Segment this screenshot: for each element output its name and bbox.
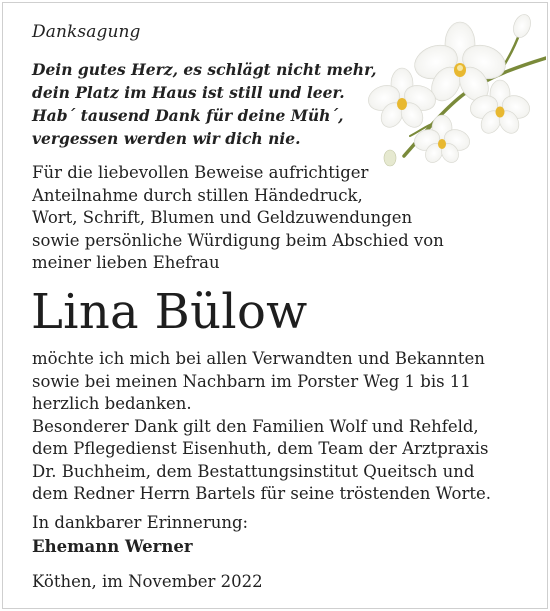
thanks-line: Besonderer Dank gilt den Familien Wolf und Rehfeld, [32, 416, 479, 436]
poem-line: vergessen werden wir dich nie. [32, 129, 301, 148]
poem-line: dein Platz im Haus ist still und leer. [32, 83, 345, 102]
intro-line: sowie persönliche Würdigung beim Abschied von [32, 230, 444, 250]
intro-line: meiner lieben Ehefrau [32, 253, 220, 272]
thanks-line: dem Redner Herrn Bartels für seine tröstenden Worte. [32, 484, 491, 503]
deceased-name: Lina Bülow [31, 284, 308, 340]
thanks-paragraph [32, 348, 532, 506]
notice-heading: Danksagung [32, 22, 141, 42]
thanks-line: Dr. Buchheim, dem Bestattungsinstitut Queitsch und [32, 461, 475, 481]
orchid-flower-icon [360, 6, 546, 170]
intro-line: Wort, Schrift, Blumen und Geldzuwendungen [32, 208, 413, 227]
poem-line: Hab´ tausend Dank für deine Müh´, [32, 106, 344, 125]
thanks-line: möchte ich mich bei allen Verwandten und Bekannten [32, 349, 485, 368]
closing-phrase: In dankbarer Erinnerung: [32, 513, 249, 532]
intro-paragraph [32, 162, 444, 275]
thanks-line: sowie bei meinen Nachbarn im Porster Weg 1 bis 11 [32, 371, 471, 391]
thanks-line: dem Pflegedienst Eisenhuth, dem Team der Arztpraxis [32, 439, 489, 458]
poem-line: Dein gutes Herz, es schlägt nicht mehr, [32, 60, 377, 79]
thanks-line: herzlich bedanken. [32, 394, 192, 413]
intro-line: Für die liebevollen Beweise aufrichtiger [32, 163, 369, 182]
signer-name: Ehemann Werner [32, 537, 193, 556]
poem [32, 58, 377, 150]
place-date: Köthen, im November 2022 [32, 572, 263, 591]
intro-line: Anteilnahme durch stillen Händedruck, [32, 185, 363, 205]
